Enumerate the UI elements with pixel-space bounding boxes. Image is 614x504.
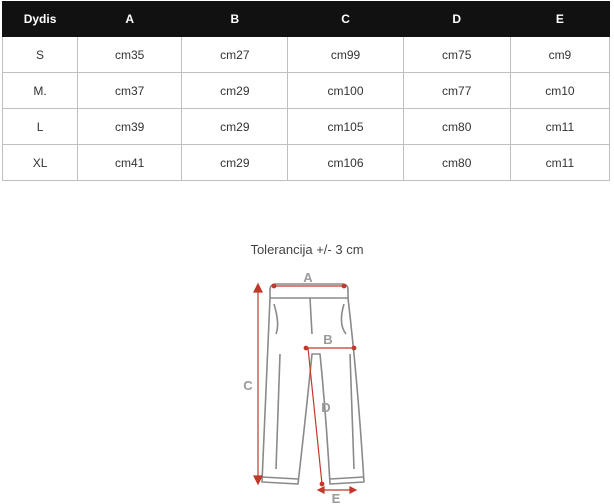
tolerance-note: Tolerancija +/- 3 cm — [250, 242, 364, 257]
table-cell: cm29 — [182, 109, 288, 145]
header-size: Dydis — [3, 2, 78, 37]
table-row — [3, 37, 610, 73]
right-crease — [350, 354, 354, 469]
label-d: D — [321, 400, 331, 415]
table-row — [3, 109, 610, 145]
table-cell: cm27 — [182, 37, 288, 73]
right-pocket — [341, 304, 346, 334]
left-crease — [276, 354, 280, 469]
table-cell: cm29 — [182, 145, 288, 181]
right-hem — [330, 477, 364, 479]
pants-diagram — [236, 264, 376, 504]
label-c: C — [243, 378, 253, 393]
table-cell: cm10 — [510, 73, 609, 109]
table-cell: cm41 — [78, 145, 182, 181]
measure-a-start — [272, 284, 276, 288]
table-cell: cm35 — [78, 37, 182, 73]
fly — [310, 298, 312, 334]
table-cell: cm9 — [510, 37, 609, 73]
measure-c-arrow-bottom — [254, 476, 262, 484]
header-a: A — [78, 2, 182, 37]
table-cell: cm80 — [403, 109, 510, 145]
table-cell: cm100 — [288, 73, 403, 109]
table-cell: cm11 — [510, 145, 609, 181]
table-cell: cm75 — [403, 37, 510, 73]
left-hem — [262, 477, 298, 479]
measure-c-arrow-top — [254, 284, 262, 292]
table-cell: M. — [3, 73, 78, 109]
table-cell: cm11 — [510, 109, 609, 145]
table-header-row — [3, 2, 610, 37]
table-cell: cm105 — [288, 109, 403, 145]
measure-b-start — [304, 346, 308, 350]
size-table — [2, 1, 610, 181]
header-c: C — [288, 2, 403, 37]
table-cell: cm37 — [78, 73, 182, 109]
measure-a-end — [342, 284, 346, 288]
pants-outline — [262, 284, 364, 484]
label-a: A — [303, 270, 313, 285]
table-row — [3, 145, 610, 181]
label-b: B — [323, 332, 333, 347]
table-cell: L — [3, 109, 78, 145]
measure-d-line — [308, 348, 322, 484]
table-cell: cm80 — [403, 145, 510, 181]
table-row — [3, 73, 610, 109]
table-cell: cm99 — [288, 37, 403, 73]
measure-e-arrow-left — [318, 487, 324, 493]
table-cell: XL — [3, 145, 78, 181]
left-pocket — [274, 304, 278, 334]
measure-d-end — [320, 482, 324, 486]
table-cell: cm39 — [78, 109, 182, 145]
header-b: B — [182, 2, 288, 37]
table-cell: cm106 — [288, 145, 403, 181]
table-cell: cm77 — [403, 73, 510, 109]
table-cell: S — [3, 37, 78, 73]
label-e: E — [331, 491, 341, 504]
header-d: D — [403, 2, 510, 37]
measure-b-end — [352, 346, 356, 350]
table-cell: cm29 — [182, 73, 288, 109]
header-e: E — [510, 2, 609, 37]
measure-e-arrow-right — [350, 487, 356, 493]
